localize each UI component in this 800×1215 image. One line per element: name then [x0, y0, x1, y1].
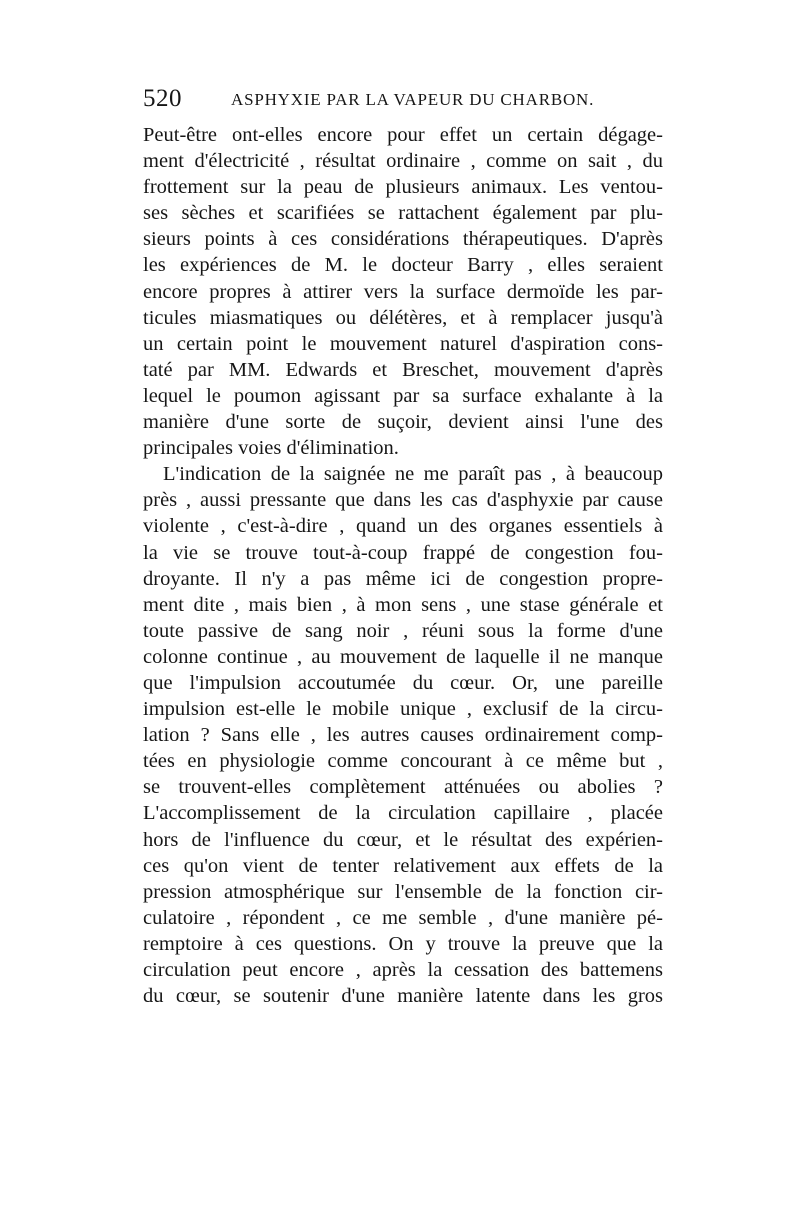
text-line: hors de l'influence du cœur, et le résultat des expérien- [143, 828, 663, 851]
text-line: du cœur, se soutenir d'une manière latente dans les gros [143, 985, 663, 1008]
text-line: Peut-être ont-elles encore pour effet un certain dégage- [143, 124, 663, 146]
text-line: tées en physiologie comme concourant à ce même but , [143, 750, 663, 773]
text-line: les expériences de M. le docteur Barry , elles seraient [143, 254, 663, 277]
text-line: lequel le poumon agissant par sa surface exhalante à la [143, 384, 663, 407]
text-line: manière d'une sorte de suçoir, devient ainsi l'une des [143, 411, 663, 434]
text-line: pression atmosphérique sur l'ensemble de la fonction cir- [143, 880, 663, 903]
paragraph-last-line: principales voies d'élimination. [143, 437, 399, 460]
text-line: ment dite , mais bien , à mon sens , une stase générale et [143, 593, 663, 616]
page-number: 520 [143, 85, 182, 112]
text-line: circulation peut encore , après la cessation des battemens [143, 959, 663, 981]
text-line: remptoire à ces questions. On y trouve la preuve que la [143, 932, 663, 955]
text-line: un certain point le mouvement naturel d'aspiration cons- [143, 332, 663, 355]
text-line: se trouvent-elles complètement atténuées ou abolies ? [143, 776, 663, 799]
text-line: sieurs points à ces considérations thérapeutiques. D'après [143, 228, 663, 251]
text-line: que l'impulsion accoutumée du cœur. Or, une pareille [143, 671, 663, 694]
text-line: ment d'électricité , résultat ordinaire , comme on sait , du [143, 150, 663, 173]
text-line: frottement sur la peau de plusieurs animaux. Les ventou- [143, 176, 663, 199]
text-line: près , aussi pressante que dans les cas d'asphyxie par cause [143, 489, 663, 512]
text-line: ticules miasmatiques ou délétères, et à remplacer jusqu'à [143, 306, 663, 329]
page-header [143, 84, 663, 114]
text-line: ses sèches et scarifiées se rattachent également par plu- [143, 202, 663, 225]
text-line: lation ? Sans elle , les autres causes ordinairement comp- [143, 724, 663, 747]
text-line: droyante. Il n'y a pas même ici de congestion propre- [143, 567, 663, 590]
body-text [143, 122, 663, 1009]
text-line: colonne continue , au mouvement de laquelle il ne manque [143, 645, 663, 668]
text-line: toute passive de sang noir , réuni sous la forme d'une [143, 619, 663, 642]
text-line: culatoire , répondent , ce me semble , d'une manière pé- [143, 906, 663, 929]
text-line: L'accomplissement de la circulation capillaire , placée [143, 802, 663, 825]
text-line: encore propres à attirer vers la surface dermoïde les par- [143, 280, 663, 303]
text-line: taté par MM. Edwards et Breschet, mouvement d'après [143, 358, 663, 381]
text-line: violente , c'est-à-dire , quand un des organes essentiels à [143, 515, 663, 538]
text-line: ces qu'on vient de tenter relativement aux effets de la [143, 854, 663, 877]
text-line: impulsion est-elle le mobile unique , exclusif de la circu- [143, 698, 663, 721]
text-line: la vie se trouve tout-à-coup frappé de congestion fou- [143, 541, 663, 564]
paragraph-first-line: L'indication de la saignée ne me paraît pas , à beaucoup [163, 463, 663, 486]
running-title: ASPHYXIE PAR LA VAPEUR DU CHARBON. [231, 90, 595, 109]
